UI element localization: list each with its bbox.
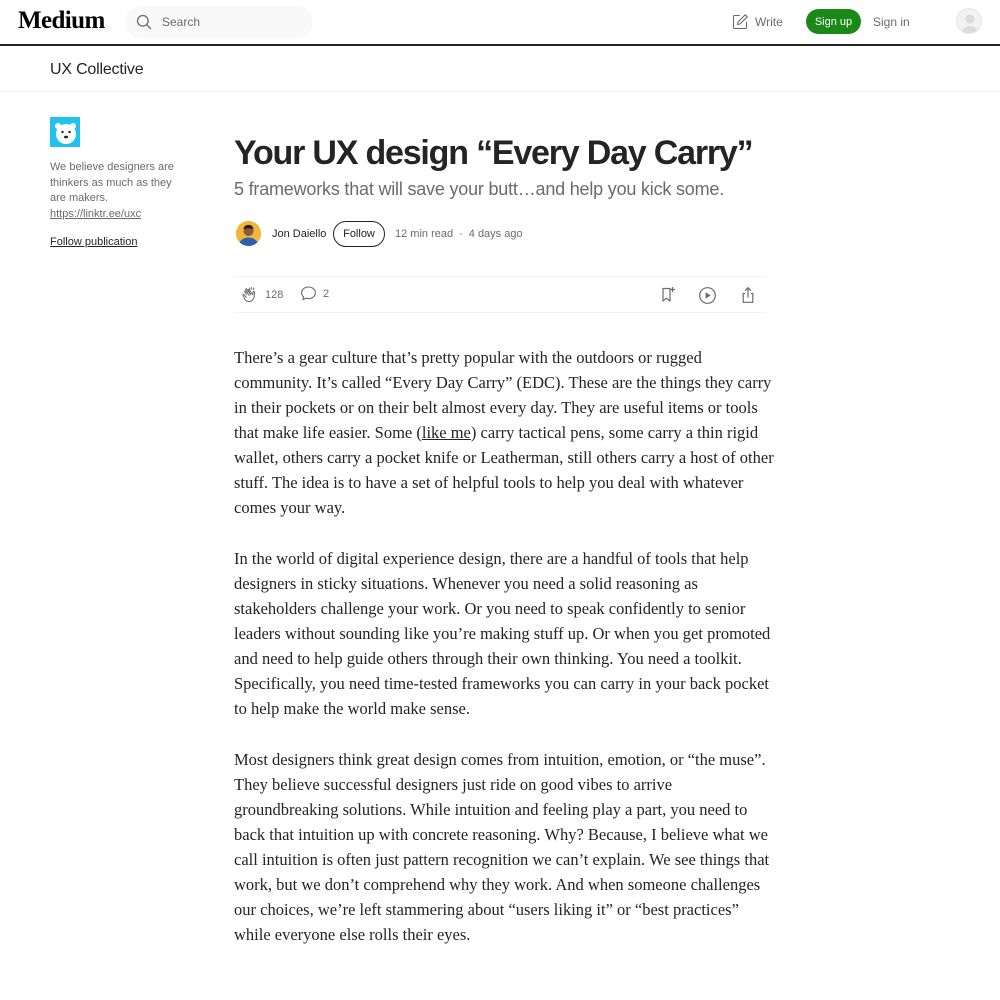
search-box[interactable] xyxy=(125,6,313,38)
author-avatar[interactable] xyxy=(236,221,261,246)
publish-date: 4 days ago xyxy=(468,228,523,240)
paragraph-1-text-before: There’s a gear culture that’s pretty popular with the outdoors or rugged community. It’s called “Every Day Carry” (EDC). These are the things they carry in their pockets or on their belt almost every day. They are useful items or tools that make life easier. Some ( xyxy=(234,348,772,442)
follow-author-button[interactable]: Follow xyxy=(333,221,385,247)
paragraph-1 xyxy=(234,345,774,520)
clap-icon xyxy=(240,285,260,305)
search-icon xyxy=(136,14,152,30)
author-name[interactable]: Jon Daiello xyxy=(272,228,327,240)
play-icon[interactable] xyxy=(697,285,717,305)
comment-icon xyxy=(300,285,317,302)
search-input[interactable] xyxy=(162,6,302,38)
paragraph-1-text-after: ) carry tactical pens, some carry a thin rigid wallet, others carry a pocket knife or Leatherman, still others carry a host of other stuff. The idea is to have a set of helpful tools to help you deal with whatever comes your way. xyxy=(234,423,774,517)
article-title: Your UX design “Every Day Carry” xyxy=(234,134,753,172)
inline-link-like-me[interactable]: like me xyxy=(421,423,471,442)
share-icon[interactable] xyxy=(738,285,758,305)
article-action-bar xyxy=(234,276,766,313)
signup-button[interactable]: Sign up xyxy=(806,9,861,34)
clap-count: 128 xyxy=(265,289,284,301)
paragraph-2: In the world of digital experience design, there are a handful of tools that help designers in sticky situations. Whenever you need a solid reasoning as stakeholders challenge your work. Or you need to speak confidently to senior leaders without sounding like you’re making stuff up. Or when you get promoted and need to help guide others through their own thinking. You need a toolkit. Specifically, you need time-tested frameworks you can carry in your back pocket to help make the world make sense. xyxy=(234,549,771,718)
publication-description-text: We believe designers are thinkers as much as they are makers. xyxy=(50,161,174,204)
clap-button[interactable] xyxy=(240,285,283,305)
responses-button[interactable] xyxy=(300,285,329,302)
user-avatar-icon[interactable] xyxy=(956,8,982,34)
medium-logo[interactable]: Medium xyxy=(18,7,105,34)
author-row xyxy=(234,220,774,248)
paragraph-3: Most designers think great design comes from intuition, emotion, or “the muse”. They believe successful designers just ride on good vibes to arrive groundbreaking solutions. While intuition and feeling play a part, you need to back that intuition up with concrete reasoning. Why? Because, I believe what we call intuition is often just pattern recognition we can’t explain. We see things that work, but we don’t comprehend why they work. And when someone challenges our choices, we’re left stammering about “users liking it” or “best practices” while everyone else rolls their eyes. xyxy=(234,750,770,944)
article-subtitle: 5 frameworks that will save your butt…and help you kick some. xyxy=(234,179,725,199)
write-label: Write xyxy=(755,15,783,29)
response-count: 2 xyxy=(323,287,330,300)
publication-logo-icon[interactable] xyxy=(50,117,80,147)
publication-description xyxy=(50,160,175,222)
meta-separator: · xyxy=(459,228,463,240)
publication-name[interactable]: UX Collective xyxy=(50,61,144,78)
read-time: 12 min read xyxy=(395,228,454,240)
follow-publication-link[interactable]: Follow publication xyxy=(50,236,138,248)
article-body xyxy=(234,345,774,973)
article-meta xyxy=(395,228,523,240)
bookmark-add-icon[interactable] xyxy=(658,285,678,305)
publication-link[interactable]: https://linktr.ee/uxc xyxy=(50,207,142,220)
signin-link[interactable]: Sign in xyxy=(873,15,910,29)
publication-bar xyxy=(0,46,1000,92)
write-button[interactable] xyxy=(731,12,783,32)
write-icon xyxy=(731,13,749,31)
top-nav xyxy=(0,0,1000,44)
